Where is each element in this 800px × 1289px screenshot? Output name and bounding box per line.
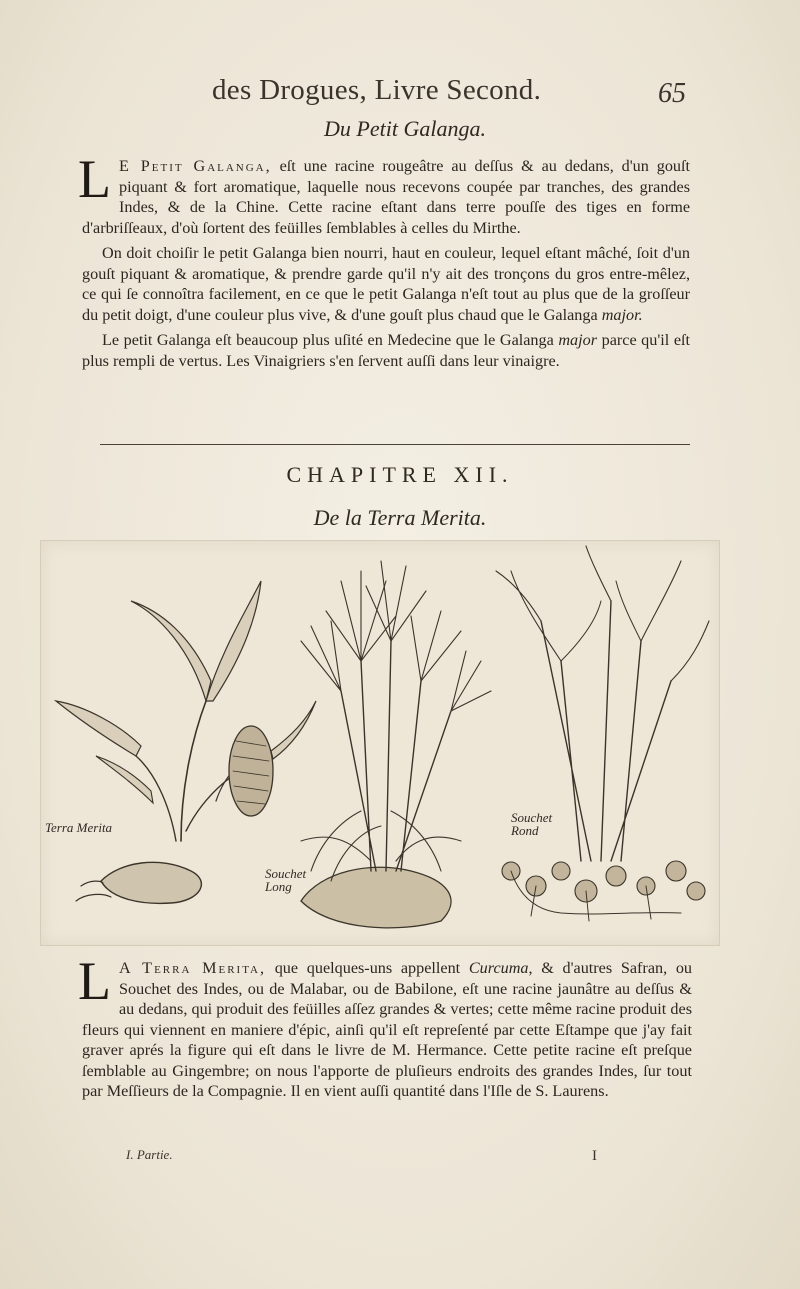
chapter-text-2: , & d'autres Safran, ou Souchet des Indes, ou de Malabar, ou de Babilone, eſt une racine jaunâtre au deſſus & au dedans, qui produit des feüilles aſſez grandes & vertes; cette même racine produit des fleurs qui viennent en maniere d'épic, ainſi qu'il eſt repreſenté par cette Eſtampe que j'ay fait graver aprés la figure qui eſt dans le livre de M. Hermance. Cette petite racine eſt preſque ſemblable au Gingembre; on nous l'apporte de pluſieurs endroits des grandes Indes, ſur tout par Meſſieurs de la Compagnie. Il en vient auſſi quantité dans l'Iſle de S. Laurens. [82, 959, 693, 1100]
chapter-text-1: que quelques-uns appellent [266, 959, 469, 977]
chapter-paragraph [78, 951, 693, 1102]
label-terra-merita: Terra Merita [45, 820, 113, 835]
signature-mark: I. Partie. [126, 1147, 173, 1162]
paragraph-2-italic: major. [601, 305, 643, 324]
paragraph-1 [78, 149, 690, 238]
paragraph-2 [82, 243, 690, 325]
paragraph-3-tail: parce qu'il eſt plus rempli de vertus. Les Vinaigriers s'en ſervent auſſi dans leur vinaigre. [82, 331, 691, 370]
section-title: Du Petit Galanga. [324, 116, 486, 141]
paragraph-3-text: Le petit Galanga eſt beaucoup plus uſité en Medecine que le Galanga [102, 331, 554, 349]
section-body [78, 149, 691, 376]
paragraph-3 [82, 330, 690, 371]
label-souchet-long: Souchet Long [265, 866, 307, 894]
souchet-rond-plant [496, 546, 709, 921]
plant-engraving [41, 541, 719, 945]
paragraph-1-text: eſt une racine rougeâtre au deſſus & au dedans, d'un gouſt piquant & fort aromatique, laquelle nous recevons coupée par tranches, des grandes Indes, & de la Chine. Cette racine eſtant dans terre pouſſe des tiges en forme d'arbriſſeaux, d'où ſortent des feüilles ſemblables à celles du Mirthe. [82, 157, 690, 237]
gathering-mark: I [592, 1148, 597, 1164]
paragraph-2-text: On doit choiſir le petit Galanga bien nourri, haut en couleur, lequel eſtant mâché, ſoit d'un gouſt piquant & aromatique, & prendre garde qu'il n'y ait des tronçons du gros entre-mêlez, ce qui ſe connoîtra facilement, en ce que le petit Galanga n'eſt tout au plus que de la groſſeur du petit doigt, d'une couleur plus vive, & d'une gouſt plus chaud que le Galanga [82, 244, 690, 324]
engraving-plate [40, 540, 720, 946]
chapter-body [78, 951, 693, 1107]
page-number: 65 [658, 78, 686, 109]
paragraph-3-italic: major [558, 331, 598, 349]
chapter-subtitle: De la Terra Merita. [313, 505, 487, 530]
chapter-title: CHAPITRE XII. [286, 462, 514, 487]
chapter-italic-curcuma: Curcuma [468, 959, 529, 977]
opening-words: E Petit Galanga, [119, 157, 272, 175]
terra-merita-plant [56, 581, 316, 903]
section-divider [100, 444, 690, 445]
chapter-opening-words: A Terra Merita, [119, 959, 267, 977]
souchet-long-plant [301, 561, 491, 928]
chapter-drop-cap: L [78, 951, 111, 1011]
running-head: des Drogues, Livre Second. [212, 74, 542, 106]
drop-cap: L [78, 149, 111, 209]
label-souchet-rond: Souchet Rond [511, 810, 553, 838]
